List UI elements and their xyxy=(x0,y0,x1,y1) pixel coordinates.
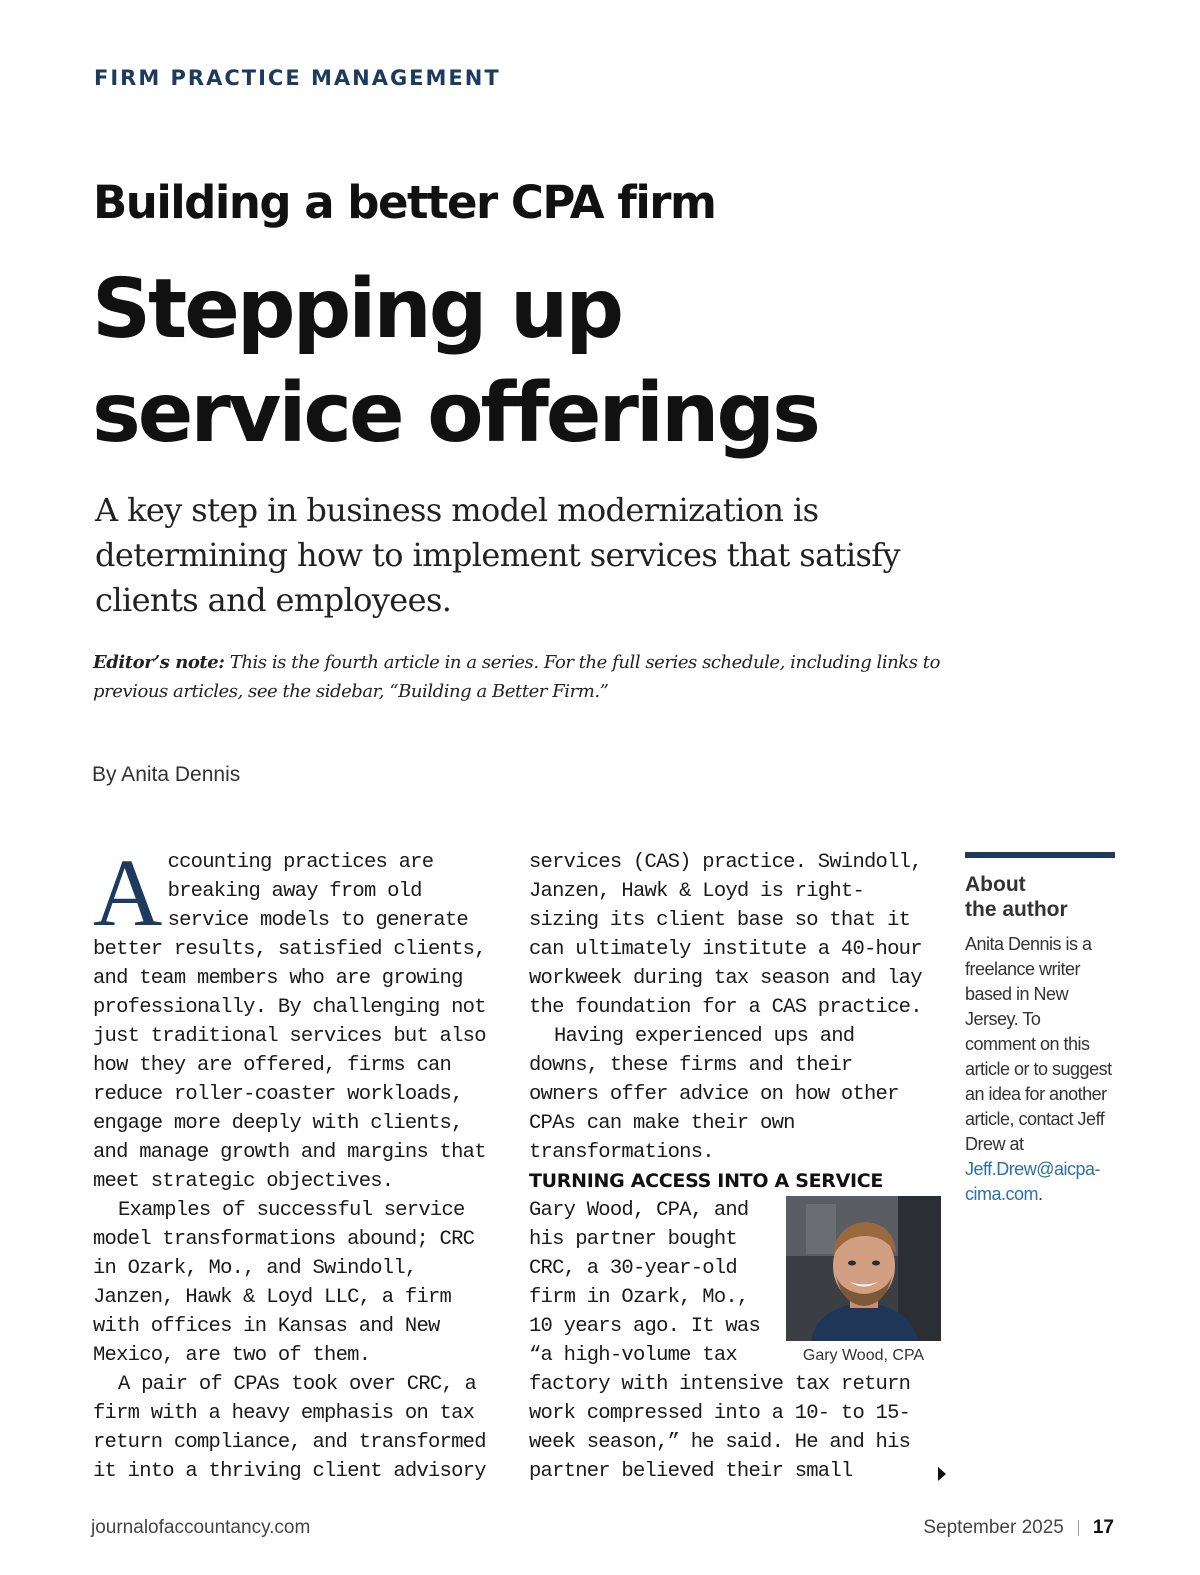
sidebar-title xyxy=(965,872,1115,922)
headline xyxy=(92,258,818,466)
footer-divider xyxy=(1078,1520,1079,1536)
paragraph-text: Gary Wood, CPA, and his partner bought CRC, a 30-year-old firm in Ozark, Mo., 10 years ago. It was “a high-volume tax factory with intensive tax return work compressed into a 10- to 15-week season,” he said. He and his partner believed their small xyxy=(529,1199,911,1483)
paragraph-text: ccounting practices are breaking away from old service models to generate better results, satisfied clients, and team members who are growing professionally. By challenging not just traditional services but also how they are offered, firms can reduce roller-coaster workloads, engage more deeply with clients, and manage growth and margins that meet strategic objectives. xyxy=(93,851,486,1193)
byline: By Anita Dennis xyxy=(92,763,241,786)
sidebar-title-line-1: About xyxy=(965,873,1026,896)
series-title: Building a better CPA firm xyxy=(93,176,716,229)
footer-site: journalofaccountancy.com xyxy=(91,1517,311,1538)
section-tag: FIRM PRACTICE MANAGEMENT xyxy=(94,66,501,90)
article-paragraph xyxy=(529,1196,929,1486)
photo-caption: Gary Wood, CPA xyxy=(802,1347,925,1364)
portrait-photo xyxy=(786,1196,941,1341)
dropcap: A xyxy=(93,839,162,946)
headline-line-1: Stepping up xyxy=(92,262,622,357)
editor-note xyxy=(93,648,963,706)
section-subhead: TURNING ACCESS INTO A SERVICE xyxy=(529,1170,884,1192)
author-photo-figure xyxy=(786,1196,941,1370)
article-column-1 xyxy=(93,839,507,1486)
article-column-2 xyxy=(529,848,929,1486)
sidebar-trailing: . xyxy=(1038,1184,1043,1204)
about-author-sidebar xyxy=(965,852,1115,1207)
deck: A key step in business model modernization is determining how to implement services that satisfy clients and employees. xyxy=(95,491,901,619)
continue-arrow-icon xyxy=(938,1467,946,1481)
footer-date: September 2025 xyxy=(923,1517,1064,1538)
article-paragraph: Having experienced ups and downs, these firms and their owners offer advice on how other CPAs can make their own transformations. xyxy=(529,1025,899,1164)
article-paragraph xyxy=(93,839,507,1196)
article-paragraph: Examples of successful service model transformations abound; CRC in Ozark, Mo., and Swindoll, Janzen, Hawk & Loyd LLC, a firm with offices in Kansas and New Mexico, are two of them. xyxy=(93,1199,475,1367)
author-email-link[interactable]: Jeff.Drew@aicpa-cima.com xyxy=(965,1159,1100,1204)
sidebar-rule xyxy=(965,852,1115,858)
article-paragraph: A pair of CPAs took over CRC, a firm with a heavy emphasis on tax return compliance, and transformed it into a thriving client advisory xyxy=(93,1373,486,1483)
editor-note-text: This is the fourth article in a series. For the full series schedule, including links to previous articles, see the sidebar, “Building a Better Firm.” xyxy=(93,652,940,702)
article-paragraph: services (CAS) practice. Swindoll, Janzen, Hawk & Loyd is right-sizing its client base so that it can ultimately institute a 40-hour workweek during tax season and lay the foundation for a CAS practice. xyxy=(529,851,922,1019)
page-number: 17 xyxy=(1092,1517,1114,1538)
footer-page-info xyxy=(923,1517,1114,1539)
sidebar-text xyxy=(965,932,1115,1207)
headline-line-2: service offerings xyxy=(92,366,818,461)
sidebar-title-line-2: the author xyxy=(965,898,1068,921)
sidebar-bio: Anita Dennis is a freelance writer based in New Jersey. To comment on this article or to suggest an idea for another article, contact Jeff Drew at xyxy=(965,934,1112,1154)
editor-note-label: Editor’s note: xyxy=(93,652,225,673)
